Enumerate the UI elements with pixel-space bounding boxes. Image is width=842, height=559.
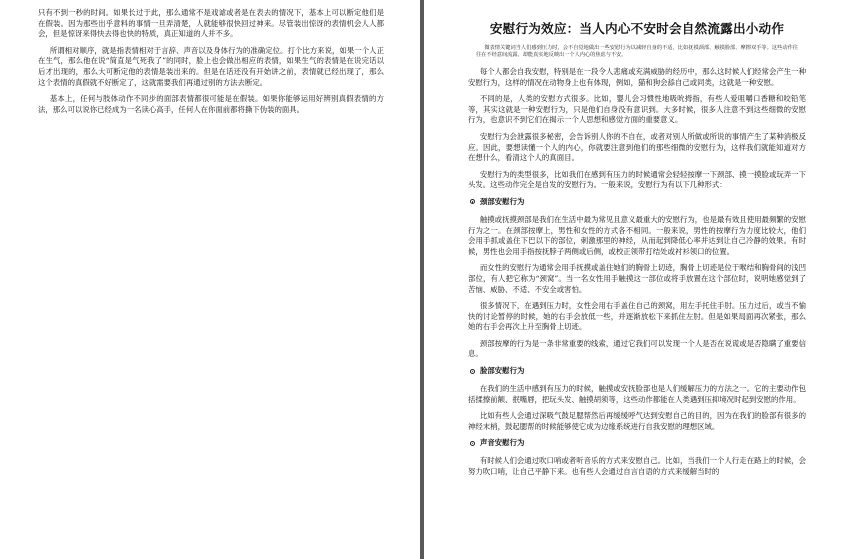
- right-page: [424, 0, 842, 559]
- right-paragraph: 很多情况下，在遇到压力时，女性会用右手盖住自己的颈窝，用左手托住手肘。压力过后，或当不愉快的讨论暂停的时候，她的右手会放低一些，并逐渐放松下来抓住左肘。但是如果局面再次紧张，那么她的右手会再次上升至胸骨上切迹。: [468, 301, 806, 332]
- chapter-lead: 微表情关键词当人们感到压力时，会不自觉地做出一些安慰行为以减轻自身的不适，比如抚摸颈部、触摸脸部、摩擦双手等。这些动作往往在不经意间流露，却能真实地反映出一个人内心的焦虑与不安。: [476, 45, 798, 58]
- right-paragraph: 而女性的安慰行为通常会用手抚摸或盖住她们的胸骨上切迹，胸骨上切迹是位于喉结和胸骨间的浅凹部位，有人把它称为“颈窝”。当一名女性用手触摸这一部位或将手放置在这个部位时，说明她感觉到了苦恼、威胁、不适、不安全或害怕。: [468, 263, 806, 294]
- right-paragraph: 安慰行为会泄露很多秘密，会告诉别人你的不自在，或者对别人所做或所说的事情产生了某种消极反应。因此，要想读懂一个人的内心，你就要注意到他们的那些细微的安慰行为，这样我们就能知道对方在想什么，看清这个人的真面目。: [468, 131, 806, 163]
- section-heading-neck: [468, 197, 806, 207]
- circle-bullet-icon: [470, 441, 475, 446]
- section-heading-label: 颈部安慰行为: [480, 196, 525, 206]
- chapter-title: 安慰行为效应：当人内心不安时会自然流露出小动作: [489, 21, 785, 36]
- right-paragraph: 颈部按摩的行为是一条非常重要的线索，通过它我们可以发现一个人是否在说谎或是否隐瞒了重要信息。: [468, 338, 806, 359]
- left-paragraph-2: 所谓相对顺序，就是指表情相对于言辞、声音以及身体行为的准确定位。打个比方来说，如果一个人正在生气，那么他在说“简直是气死我了”的同时，脸上也会做出相应的表情，如果生气的表情是在说完话以后才出现的，那么大可断定他的表情是装出来的。但是在话还没有开始讲之前，表情就已经出现了，那么这个表情的真假就不好断定了，这就需要我们再通过别的方法去断定。: [38, 45, 384, 87]
- section-heading-voice: [468, 438, 806, 448]
- circle-bullet-icon: [470, 199, 475, 204]
- section-heading-label: 声音安慰行为: [480, 438, 525, 448]
- right-paragraph: 每个人都会自我安慰，特别是在一段令人悲痛或充满威胁的经历中，那么这时候人们经常会产生一种安慰行为，这样的情况在动物身上也有体现，例如，猫和狗会舔自己或同类，这就是一种安慰。: [468, 67, 806, 87]
- right-paragraph: 触摸或抚摸颈部是我们在生活中最为常见且意义最重大的安慰行为，也是最有效且使用最频繁的安慰行为之一。在颈部按摩上，男性和女性的方式各不相同。一般来说，男性的按摩行为力度比较大，他们会用手抓或盖住下巴以下的部位，刺激那里的神经，从而起到降低心率并达到让自己冷静的效果。有时候，男性也会用手指按抚脖子两侧或后侧，或校正领带打结处或衬衫领口的位置。: [468, 214, 806, 256]
- right-paragraph: 安慰行为的类型很多，比如我们在感到有压力的时候通常会轻轻按摩一下颈部、摸一摸脸或玩弄一下头发。这些动作完全是自发的安慰行为。一般来说，安慰行为有以下几种形式：: [468, 169, 806, 190]
- left-paragraph-1: 只有不到一秒的时间。如果长过于此，那么通常不是戏谑或者是在表去的情况下，基本上可以断定他们是在假装。因为那些出乎意料的事情一旦弄清楚，人就能够很快回过神来。尽管装出惊讶的表情机会人人都会，但是惊讶来得快去得也快的特质，真正知道的人并不多。: [38, 8, 384, 39]
- circle-bullet-icon: [470, 369, 475, 374]
- right-paragraph: 在我们的生活中感到有压力的时候，触摸或安抚脸部也是人们缓解压力的方法之一。它的主要动作包括揉擦前额、抿嘴唇，把玩头发、触摸胡须等，这些动作都能在人类遇到压抑境况时起到安慰的作用。: [468, 384, 806, 404]
- right-paragraph: 比如有些人会通过深吸气鼓足腮帮然后再缓缓呼气达到安慰自己的目的，因为在我们的脸部有很多的神经末梢，鼓起腮帮的时候能够使它成为边缘系统进行自我安慰的理想区域。: [468, 411, 806, 431]
- section-heading-face: [468, 366, 806, 376]
- left-paragraph-3: 基本上，任何与肢体动作不同步的面部表情都很可能是在假装。如果你能够运用好辨别真假表情的方法，那么可以说你已经成为一名读心高手，任何人在你面前都将撕下伪装的面具。: [38, 94, 384, 114]
- right-paragraph: 不同的是，人类的安慰方式很多。比如，婴儿会习惯性地吸吮拇指，有些人爱咀嚼口香糖和咬铅笔等，其实这就是一种安慰行为，只是他们自身没有意识到。大多时候，很多人注意不到这些细微的安慰行为，也意识不到它们在揭示一个人思想和感觉方面的重要意义。: [468, 94, 806, 125]
- section-heading-label: 脸部安慰行为: [480, 366, 525, 376]
- right-paragraph: 有时候人们会通过吹口哨或者听音乐的方式来安慰自己。比如，当我们一个人行走在路上的时候，会努力吹口哨，让自己平静下来。也有些人会通过自言自语的方式来缓解当时的: [468, 456, 806, 477]
- left-page: [0, 0, 420, 559]
